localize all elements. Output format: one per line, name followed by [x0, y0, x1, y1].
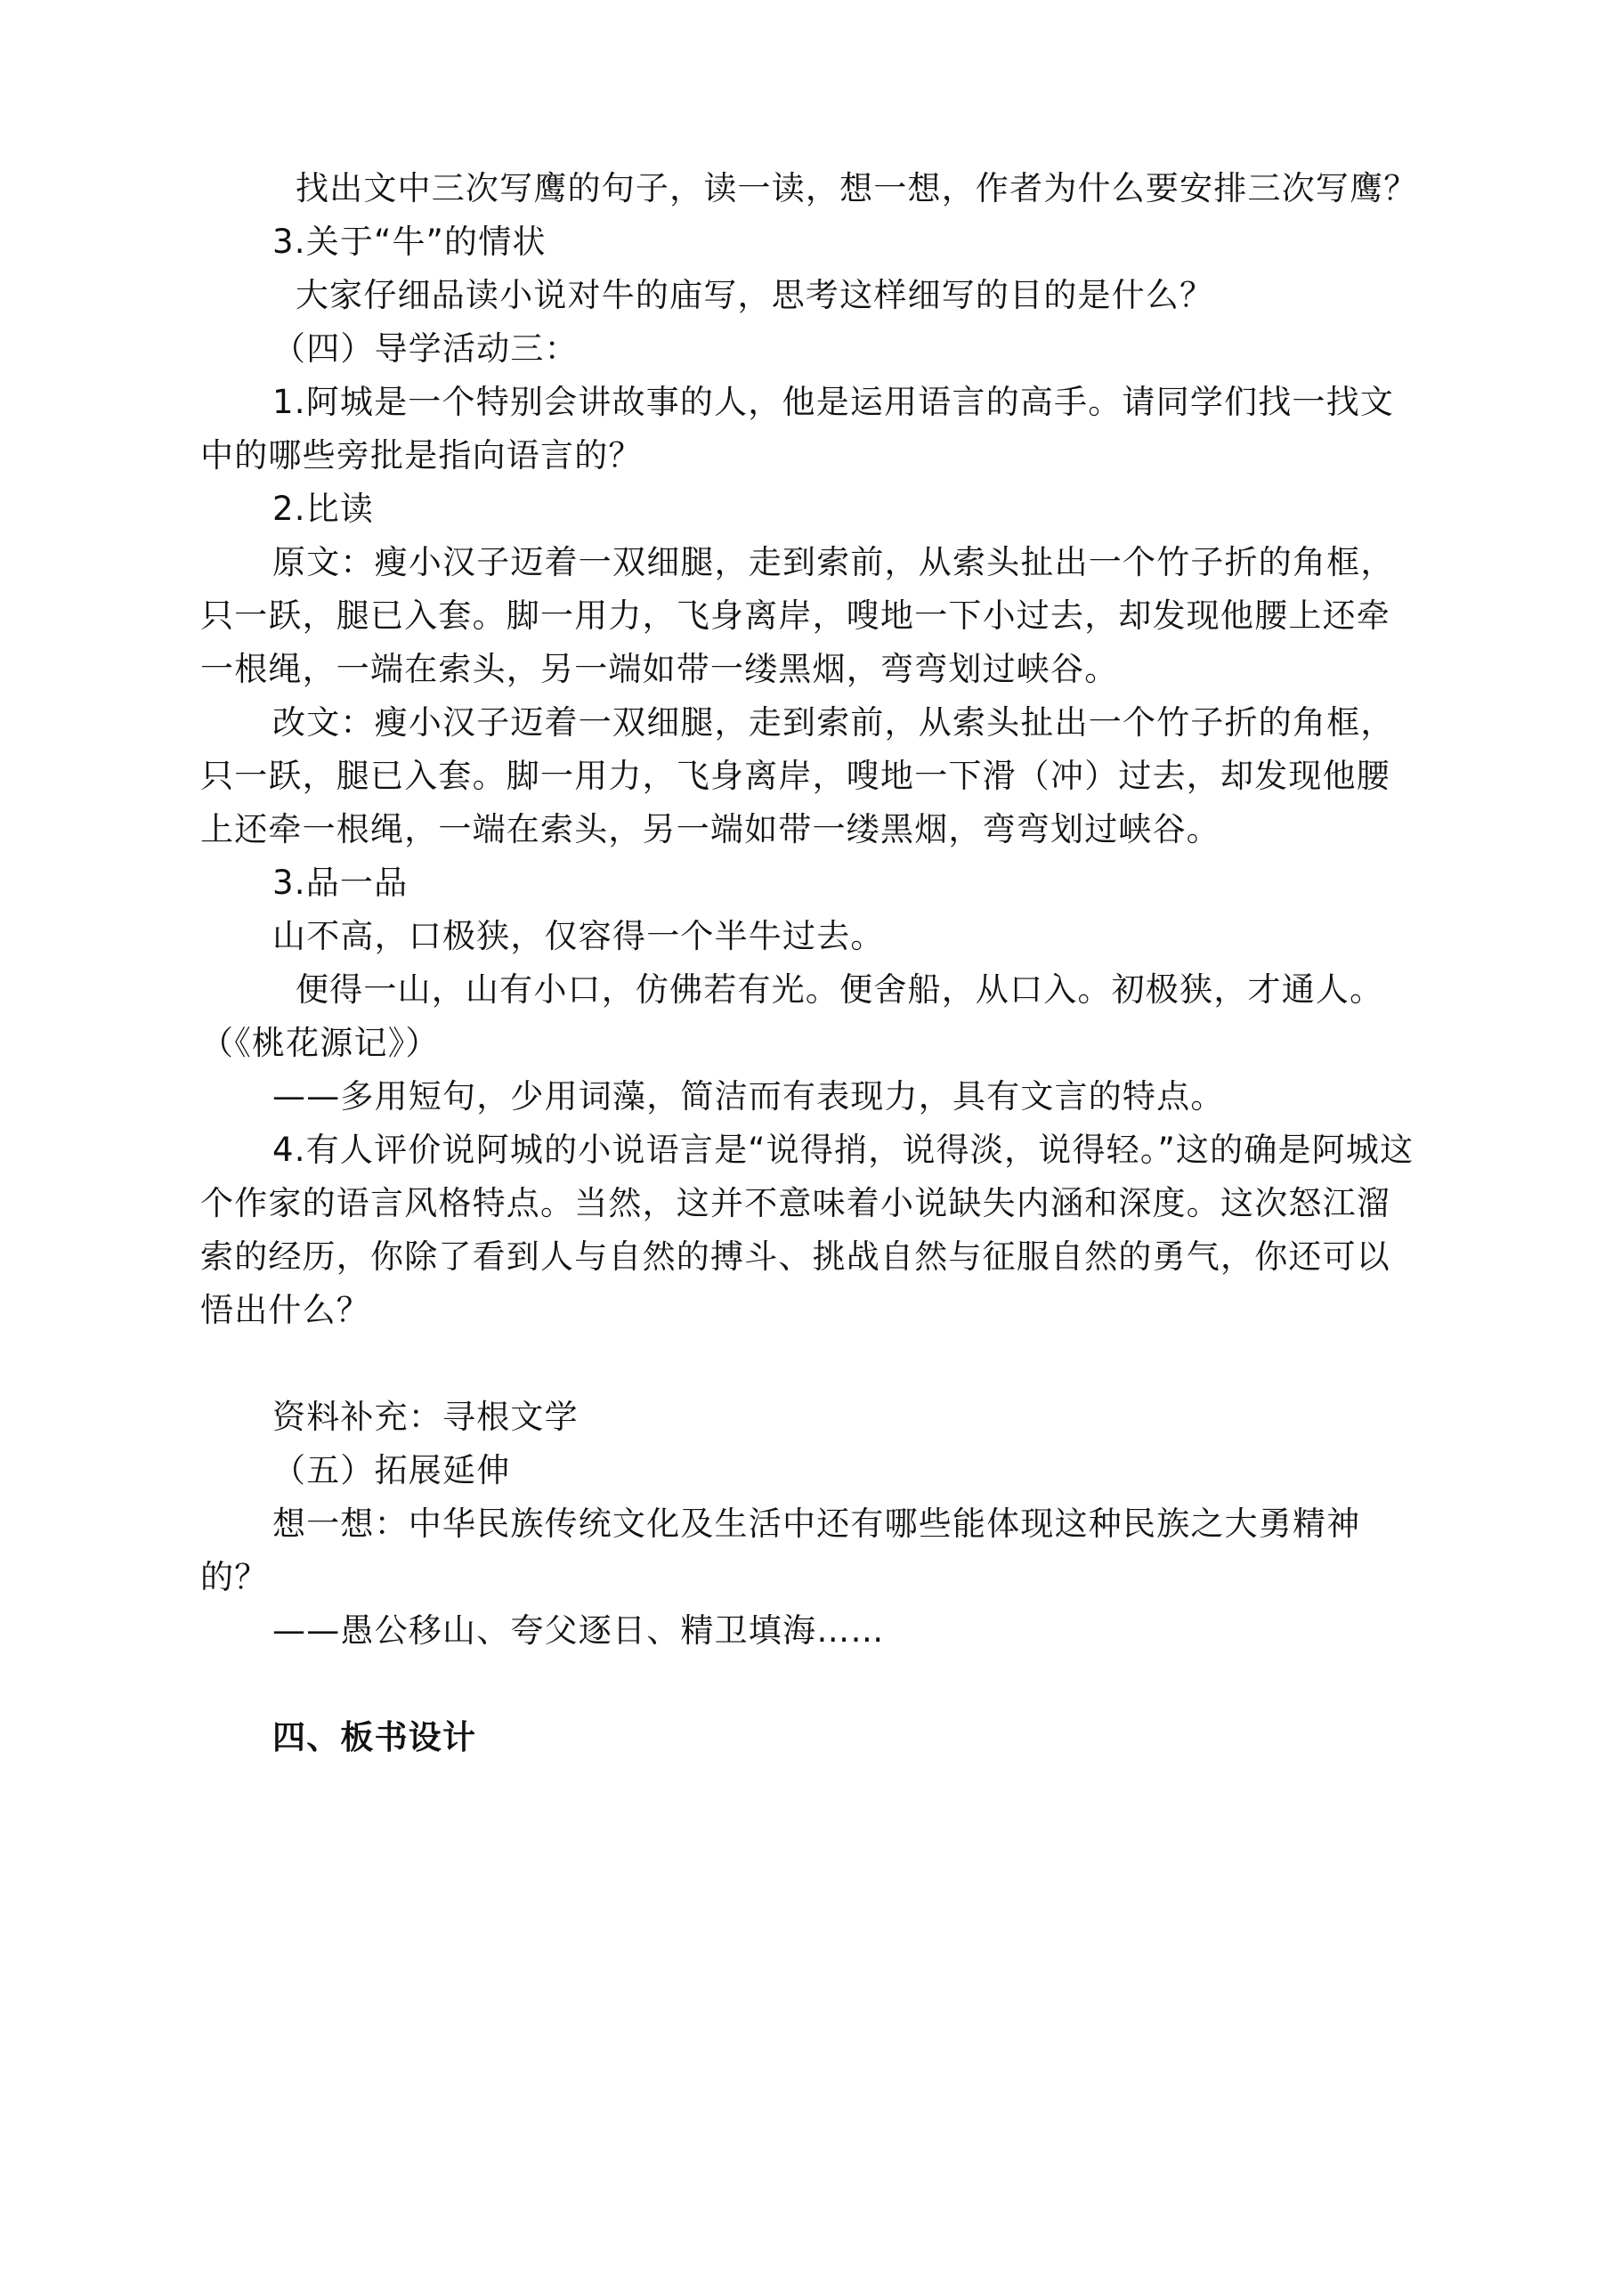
document-page [200, 162, 1424, 1765]
blank-line [200, 1658, 1424, 1711]
paragraph-revised-text: 改文：瘦小汉子迈着一双细腿，走到索前，从索头扯出一个竹子折的角框，只一跃，腿已入套。脚一用力，飞身离岸，嗖地一下滑（冲）过去，却发现他腰上还牵一根绳，一端在索头，另一端如带一缕黑烟，弯弯划过峡谷。 [200, 703, 1395, 848]
paragraph-think-question: 想一想：中华民族传统文化及生活中还有哪些能体现这种民族之大勇精神的？ [200, 1505, 1361, 1596]
paragraph-evaluation-question: 4.有人评价说阿城的小说语言是“说得捎，说得淡，说得轻。”这的确是阿城这个作家的语言风格特点。当然，这并不意味着小说缺失内涵和深度。这次怒江溜索的经历，你除了看到人与自然的搏斗、挑战自然与征服自然的勇气，你还可以悟出什么？ [200, 1131, 1414, 1329]
paragraph-savor-heading: 3.品一品 [272, 864, 409, 902]
section-activity-three: （四）导学活动三： [272, 329, 579, 368]
paragraph-quote-peach-blossom: 便得一山，山有小口，仿佛若有光。便舍船，从口入。初极狭，才通人。（《桃花源记》） [200, 970, 1384, 1062]
paragraph-ox-question: 大家仔细品读小说对牛的庙写，思考这样细写的目的是什么？ [272, 276, 1214, 314]
paragraph-quote-mountain: 山不高，口极狭，仅容得一个半牛过去。 [272, 917, 885, 955]
section-blackboard-design: 四、板书设计 [272, 1718, 477, 1756]
paragraph-ox-heading: 3.关于“牛”的情状 [272, 223, 547, 261]
paragraph-compare-heading: 2.比读 [272, 490, 375, 528]
paragraph-supplement: 资料补充：寻根文学 [272, 1398, 579, 1436]
paragraph-examples: ——愚公移山、夸父逐日、精卫填海…… [272, 1611, 885, 1650]
paragraph-language-question: 1.阿城是一个特别会讲故事的人，他是运用语言的高手。请同学们找一找文中的哪些旁批是指向语言的？ [200, 383, 1395, 475]
paragraph-style-note: ——多用短句，少用词藻，简洁而有表现力，具有文言的特点。 [272, 1077, 1225, 1116]
blank-line [200, 1337, 1424, 1391]
section-extension: （五）拓展延伸 [272, 1451, 511, 1489]
paragraph-eagle-question: 找出文中三次写鹰的句子，读一读，想一想，作者为什么要安排三次写鹰？ [272, 169, 1418, 207]
paragraph-original-text: 原文：瘦小汉子迈着一双细腿，走到索前，从索头扯出一个竹子折的角框，只一跃，腿已入套。脚一用力，飞身离岸，嗖地一下小过去，却发现他腰上还牵一根绳，一端在索头，另一端如带一缕黑烟，弯弯划过峡谷。 [200, 543, 1395, 688]
